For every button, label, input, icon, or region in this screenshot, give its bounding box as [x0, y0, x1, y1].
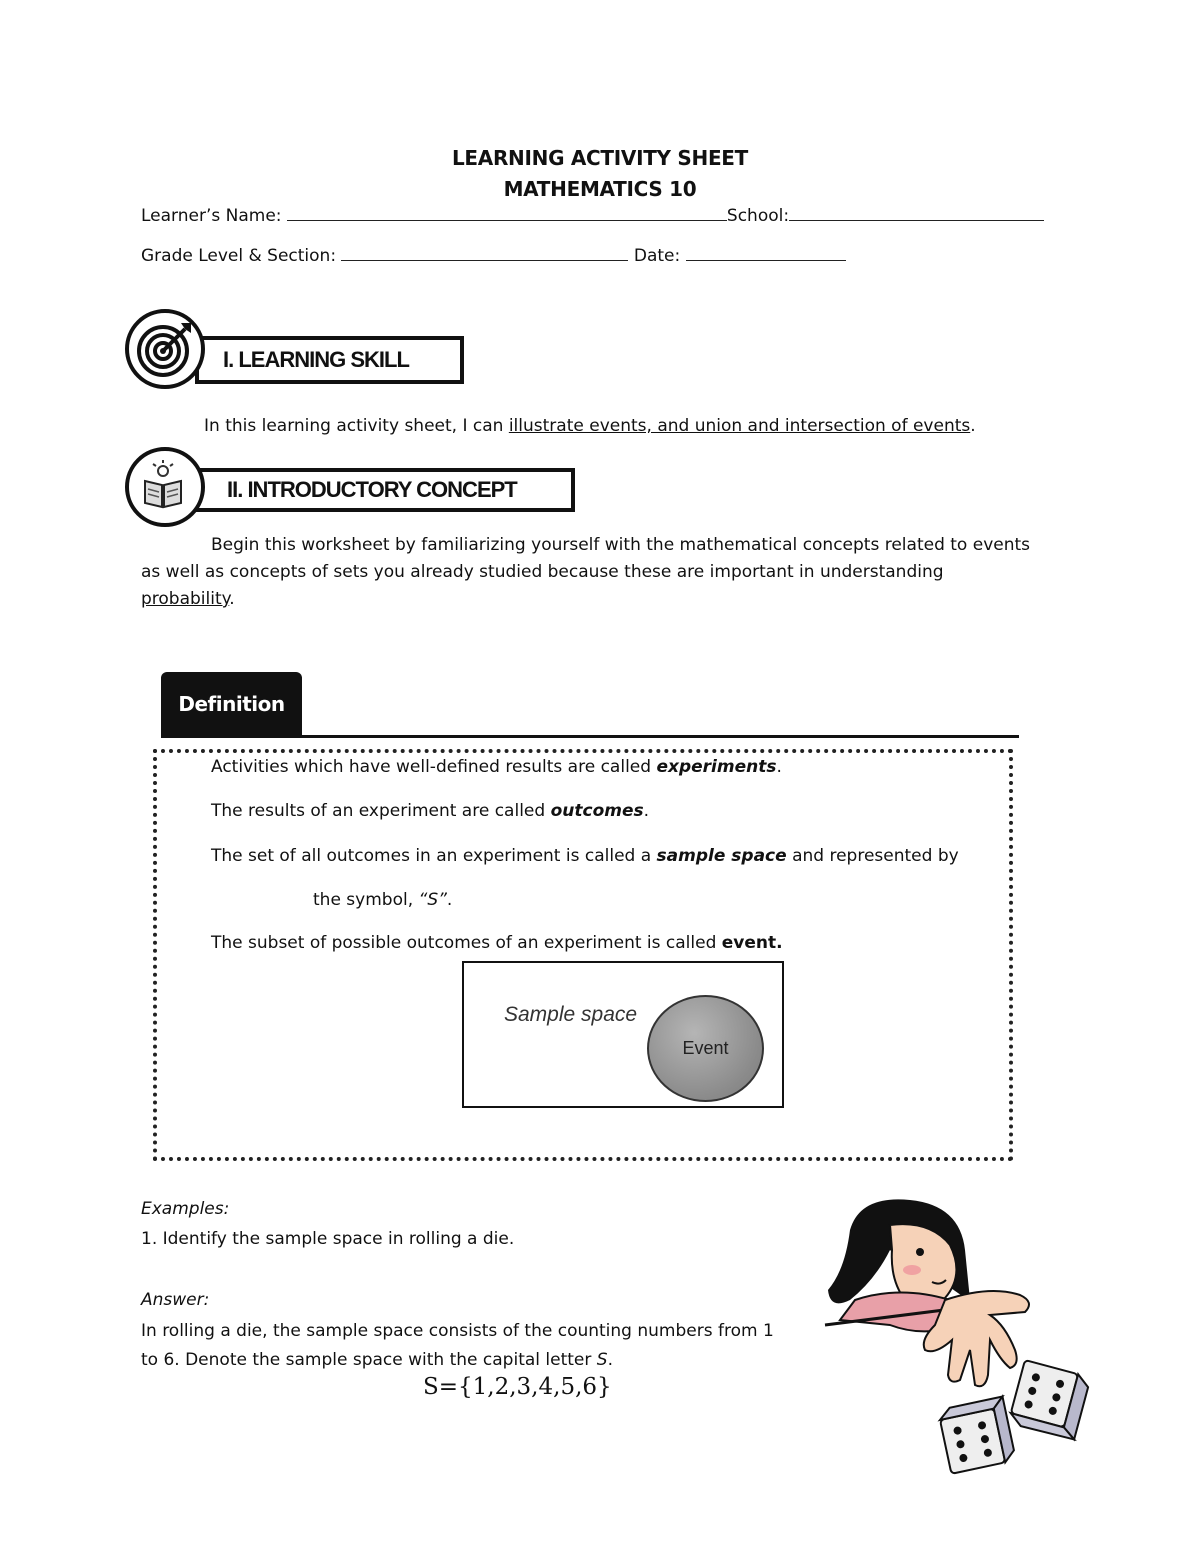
dice-clipart [820, 1190, 1100, 1490]
def-line2-suffix: . [643, 801, 650, 821]
section2-heading: II. INTRODUCTORY CONCEPT [227, 477, 517, 502]
term-outcomes: outcomes [550, 801, 644, 821]
section1-text [204, 413, 976, 440]
def-line2-prefix: The results of an experiment are called [211, 801, 546, 821]
sample-space-equation: S={1,2,3,4,5,6} [423, 1374, 612, 1400]
school-field[interactable] [789, 206, 1044, 221]
def-sample-space [211, 846, 959, 866]
doc-title: LEARNING ACTIVITY SHEET [451, 146, 749, 170]
section2-icon-circle [125, 447, 205, 527]
answer-line2 [141, 1350, 613, 1370]
section1-text-suffix: . [970, 416, 976, 436]
section2-end: . [229, 589, 235, 609]
learner-name-field[interactable] [287, 206, 727, 221]
section1-text-prefix: In this learning activity sheet, I can [204, 416, 504, 436]
venn-diagram [462, 961, 784, 1108]
grade-section-field[interactable] [341, 246, 628, 261]
def-line1-suffix: . [776, 757, 782, 777]
venn-sample-space-label: Sample space [504, 1003, 638, 1026]
section2-line2: as well as concepts of sets you already studied because these are important in understanding [141, 562, 944, 582]
section1-heading-box [195, 336, 464, 384]
symbol-s: “S” [418, 890, 447, 910]
definition-tab-label: Definition [178, 692, 285, 716]
def-line5-suffix: . [776, 933, 783, 953]
section1-skill: illustrate events, and union and intersection of events [508, 416, 971, 436]
def-symbol [313, 890, 452, 910]
answer-line2-prefix: to 6. Denote the sample space with the capital letter [141, 1350, 592, 1370]
examples-label: Examples: [141, 1199, 230, 1219]
grade-section-label: Grade Level & Section: [141, 246, 337, 266]
section1-heading: I. LEARNING SKILL [223, 347, 409, 372]
section2-heading-box [195, 468, 575, 512]
example-item-1: 1. Identify the sample space in rolling a die. [141, 1229, 515, 1249]
learner-name-row [141, 206, 1044, 226]
probability-word: probability [141, 589, 230, 609]
def-line4-suffix: . [446, 890, 453, 910]
answer-symbol-s: S [596, 1350, 608, 1370]
term-sample-space: sample space [656, 846, 787, 866]
section2-line1: Begin this worksheet by familiarizing yourself with the mathematical concepts related to events [211, 535, 1031, 555]
def-line1-prefix: Activities which have well-defined results are called [211, 757, 652, 777]
term-experiments: experiments [656, 757, 777, 777]
doc-subtitle: MATHEMATICS 10 [503, 177, 697, 201]
def-line3-suffix: and represented by [792, 846, 959, 866]
venn-event-circle [647, 995, 764, 1102]
term-event: event [721, 933, 777, 953]
section1-icon-circle [125, 309, 205, 389]
def-outcomes [211, 801, 649, 821]
section2-line3 [141, 586, 235, 613]
target-icon [129, 313, 201, 385]
date-field[interactable] [686, 246, 846, 261]
definition-tab [161, 672, 302, 736]
learner-name-label: Learner’s Name: [141, 206, 282, 226]
def-event [211, 933, 783, 953]
def-line3-prefix: The set of all outcomes in an experiment is called a [211, 846, 652, 866]
definition-rule [161, 735, 1019, 738]
answer-label: Answer: [141, 1290, 210, 1310]
def-line5-prefix: The subset of possible outcomes of an experiment is called [211, 933, 717, 953]
date-label: Date: [633, 246, 681, 266]
answer-line2-suffix: . [607, 1350, 613, 1370]
book-lightbulb-icon [129, 451, 201, 523]
venn-event-label: Event [682, 1038, 729, 1058]
def-experiments [211, 757, 782, 777]
school-label: School: [726, 206, 790, 226]
def-line4-prefix: the symbol, [313, 890, 414, 910]
grade-section-row [141, 246, 846, 266]
answer-line1: In rolling a die, the sample space consists of the counting numbers from 1 [141, 1321, 774, 1341]
